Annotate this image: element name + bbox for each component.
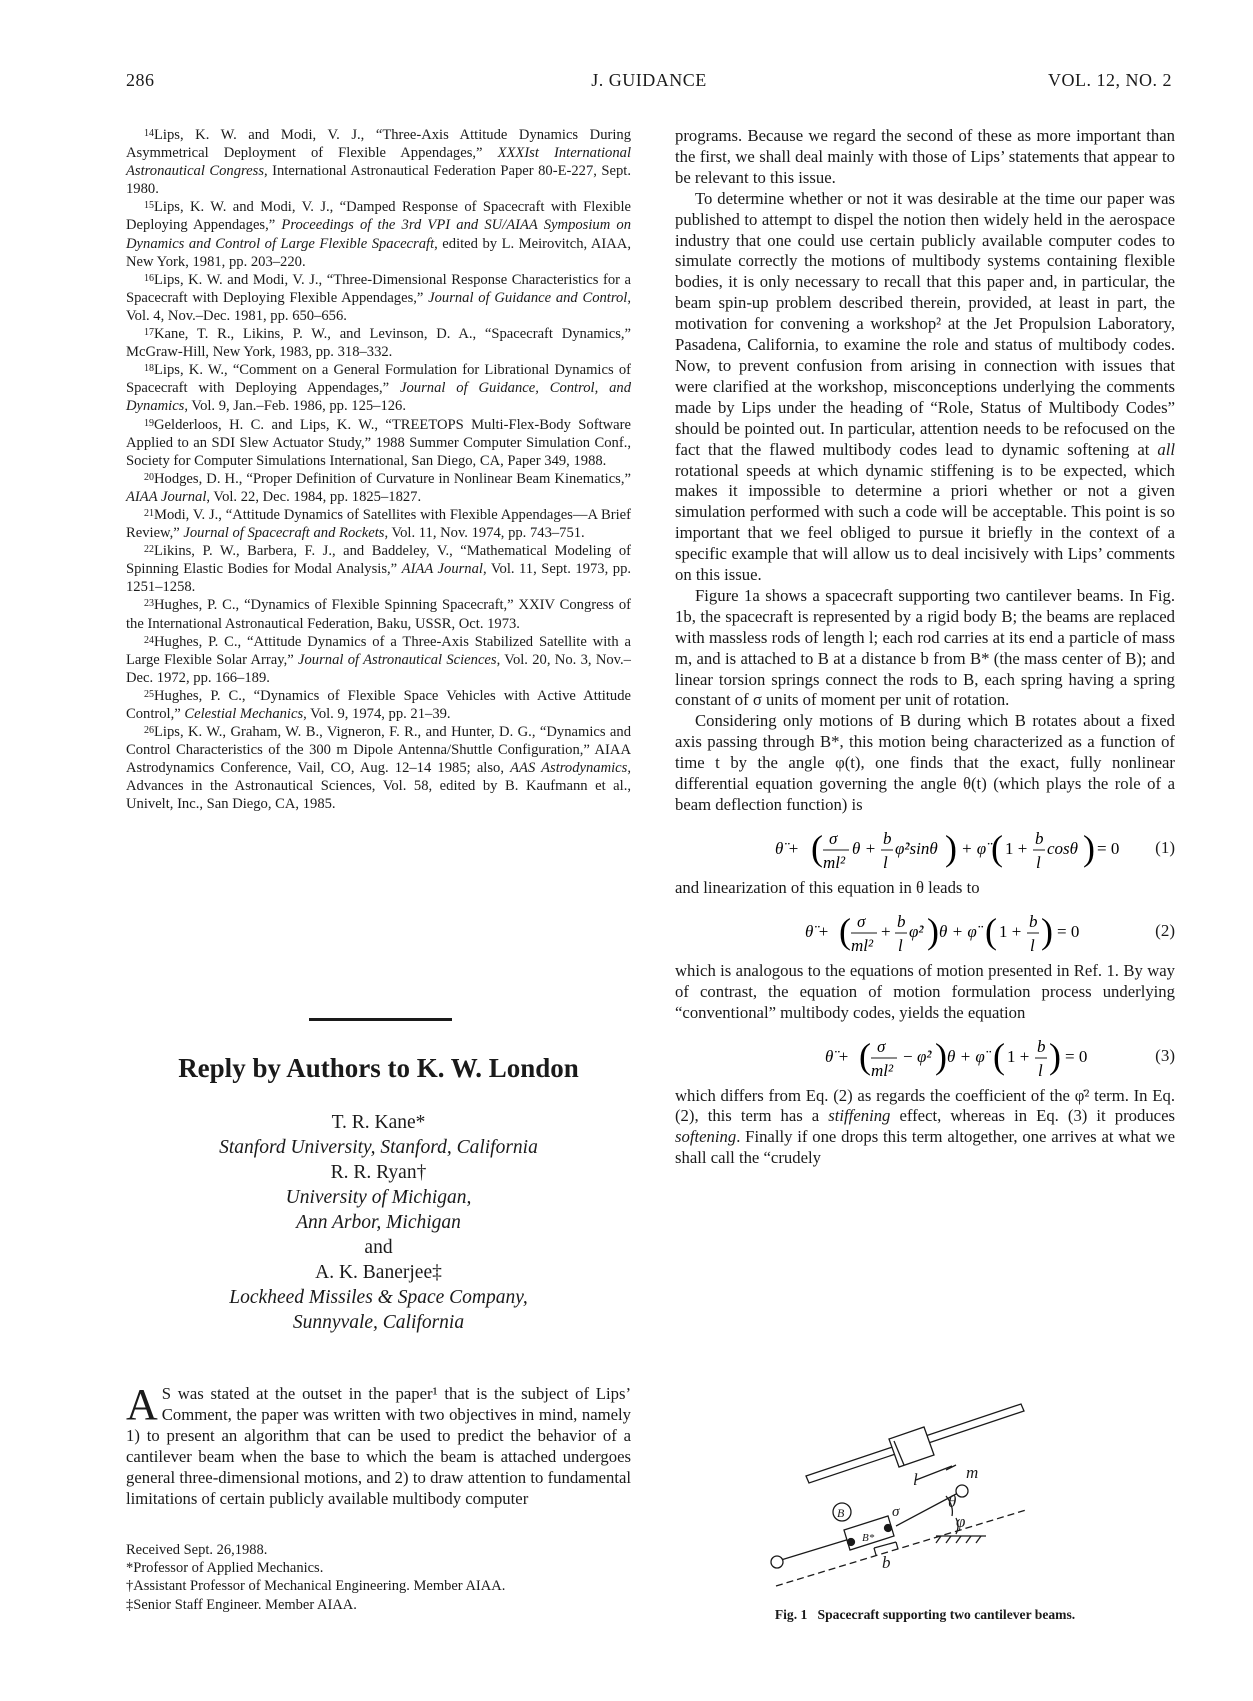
intro-paragraph [126, 1380, 631, 1509]
reference-number: 20 [144, 471, 154, 483]
svg-text:): ) [1083, 827, 1095, 868]
author-affiliation: University of Michigan, [285, 1187, 472, 1208]
author-name: T. R. Kane* [331, 1112, 426, 1133]
reference-item: $^{16}$Lips, K. W. and Modi, V. J., “Three-Dimensional Response Characteristics for a Spacecraft with Deploying Flexible Appendages,” Journal of Guidance and Control, Vol. 4, Nov.–Dec. 1981, pp. 650–656. [126, 271, 631, 324]
author-name: R. R. Ryan† [330, 1162, 427, 1183]
svg-text:l: l [1030, 935, 1035, 955]
reference-list [126, 126, 631, 814]
reference-number: 15 [144, 200, 154, 212]
reference-number: 21 [144, 507, 154, 519]
svg-text:): ) [1049, 1035, 1061, 1076]
svg-text:+ φ̈: + φ̈ [961, 838, 987, 858]
reference-item: $^{17}$Kane, T. R., Likins, P. W., and Levinson, D. A., “Spacecraft Dynamics,” McGraw-Hill, New York, 1983, pp. 318–332. [126, 326, 631, 361]
reference-number: 18 [144, 363, 154, 375]
reference-item: $^{22}$Likins, P. W., Barbera, F. J., and Baddeley, V., “Mathematical Modeling of Spinning Elastic Bodies for Modal Analysis,” AIAA Journal, Vol. 11, Sept. 1973, pp. 1251–1258. [126, 543, 632, 596]
volume-issue: VOL. 12, NO. 2 [1048, 70, 1172, 90]
label-phi: φ [956, 1512, 966, 1531]
author-conjunction: and [364, 1237, 393, 1258]
label-l: l [913, 1470, 918, 1489]
section-divider [309, 1018, 452, 1021]
svg-text:1 +: 1 + [999, 921, 1022, 941]
figure-1 [806, 1376, 1106, 1606]
paragraph: and linearization of this equation in θ leads to [675, 877, 980, 897]
journal-name: J. GUIDANCE [591, 70, 707, 90]
equation-3 [675, 1024, 1175, 1086]
reference-item: $^{21}$Modi, V. J., “Attitude Dynamics of Satellites with Flexible Appendages—A Brief Review,” Journal of Spacecraft and Rockets, Vol. 11, Nov. 1974, pp. 743–751. [126, 506, 631, 542]
article-title: Reply by Authors to K. W. London [178, 1053, 579, 1083]
svg-text:): ) [935, 1035, 947, 1076]
reference-number: 26 [144, 725, 154, 737]
svg-text:l: l [898, 935, 903, 955]
footnotes [126, 1541, 631, 1614]
svg-text:θ + φ̈: θ + φ̈ [939, 921, 977, 941]
running-head [126, 70, 1172, 96]
paragraph: which differs from Eq. (2) as regards the coefficient of the φ̇² term. In Eq. (2), this term has a stiffening effect, whereas in Eq. (3) it produces softening. Finally if one drops this term altogether, one arrives at what we shall call the “crudely [675, 1085, 1175, 1168]
reference-item: $^{20}$Hodges, D. H., “Proper Definition of Curvature in Nonlinear Beam Kinematics,” AIAA Journal, Vol. 22, Dec. 1984, pp. 1825–1827. [126, 470, 631, 505]
svg-text:): ) [927, 910, 939, 951]
svg-text:ml²: ml² [851, 935, 874, 955]
author-block [126, 1110, 631, 1335]
reference-number: 17 [144, 327, 154, 339]
equation-2 [675, 899, 1175, 961]
svg-text:b: b [1035, 828, 1044, 848]
svg-text:b: b [883, 828, 892, 848]
svg-text:b: b [1037, 1036, 1046, 1056]
author-affiliation: Ann Arbor, Michigan [296, 1212, 461, 1233]
page-number: 286 [126, 70, 155, 90]
svg-text:−: − [903, 1046, 913, 1066]
label-theta: θ [948, 1492, 957, 1511]
svg-text:(: ( [811, 827, 823, 868]
svg-text:(: ( [859, 1035, 871, 1076]
reference-item: $^{26}$Lips, K. W., Graham, W. B., Vigneron, F. R., and Hunter, D. G., “Dynamics and Control Characteristics of the 300 m Dipole Antenna/Shuttle Configuration,” AIAA Astrodynamics Conference, Vail, CO, Aug. 12–14 1985; also, AAS Astrodynamics, Advances in the Astronautical Sciences, Vol. 58, edited by B. Kaufmann et al., Univelt, Inc., San Diego, CA, 1985. [126, 724, 631, 813]
svg-text:φ̇²sinθ: φ̇²sinθ [895, 838, 938, 858]
svg-text:(: ( [985, 910, 997, 951]
equation-1-number: (1) [1155, 837, 1175, 857]
svg-text:σ: σ [857, 911, 866, 931]
svg-text:b: b [1029, 911, 1038, 931]
svg-text:(: ( [839, 910, 851, 951]
reference-number: 24 [144, 634, 154, 646]
svg-text:l: l [883, 852, 888, 872]
svg-text:= 0: = 0 [1097, 838, 1120, 858]
equation-2-number: (2) [1155, 920, 1175, 940]
reference-item: $^{23}$Hughes, P. C., “Dynamics of Flexible Spinning Spacecraft,” XXIV Congress of the International Astronautical Federation, Baku, USSR, Oct. 1973. [126, 597, 631, 632]
equation-3-number: (3) [1155, 1045, 1175, 1065]
reference-number: 14 [144, 128, 154, 139]
label-B: B [837, 1506, 845, 1520]
figure-1-drawing [806, 1376, 1106, 1606]
reference-item: $^{15}$Lips, K. W. and Modi, V. J., “Damped Response of Spacecraft with Flexible Deploying Appendages,” Proceedings of the 3rd VPI and SU/AIAA Symposium on Dynamics and Control of Large Flexible Spacecraft, edited by L. Meirovitch, AIAA, New York, 1981, pp. 203–220. [126, 199, 631, 270]
reference-item: $^{25}$Hughes, P. C., “Dynamics of Flexible Space Vehicles with Active Attitude Control,” Celestial Mechanics, Vol. 9, 1974, pp. 21–39. [126, 687, 631, 722]
reference-item: $^{14}$Lips, K. W. and Modi, V. J., “Three-Axis Attitude Dynamics During Asymmetrical Deployment of Flexible Appendages,” XXXIst International Astronautical Congress, International Astronautical Federation Paper 80-E-227, Sept. 1980. [126, 127, 631, 198]
equation-3-math [725, 1024, 1115, 1086]
svg-text:= 0: = 0 [1065, 1046, 1088, 1066]
label-b: b [882, 1553, 891, 1572]
svg-text:cosθ: cosθ [1047, 838, 1079, 858]
equation-2-math [725, 899, 1115, 961]
svg-text:φ̇²: φ̇² [909, 921, 924, 941]
fig1b-labels [837, 1463, 978, 1572]
svg-text:(: ( [993, 1035, 1005, 1076]
label-Bstar: B* [862, 1532, 875, 1544]
svg-text:σ: σ [877, 1036, 886, 1056]
svg-text:θ̈ +: θ̈ + [775, 838, 800, 858]
reference-number: 19 [144, 417, 154, 429]
paragraph: Considering only motions of B during which B rotates about a fixed axis passing through B*, this motion being characterized as a function of time t by the angle φ(t), one finds that the exact, fully nonlinear differential equation governing the angle θ(t) (which plays the role of a beam deflection function) is [675, 711, 1175, 814]
svg-text:= 0: = 0 [1057, 921, 1080, 941]
author-affiliation: Sunnyvale, California [292, 1312, 465, 1333]
reference-number: 25 [144, 688, 154, 700]
equation-1-math [725, 816, 1120, 878]
reference-number: 23 [144, 598, 154, 610]
paragraph: To determine whether or not it was desirable at the time our paper was published to attempt to dispel the notion then widely held in the aerospace industry that one could use certain publicly available computer codes to simulate correctly the motions of multibody systems containing flexible bodies, it is only necessary to recall that this paper and, in particular, the beam spin-up problem described therein, provided, at least in part, the motivation for convening a workshop² at the Jet Propulsion Laboratory, Pasadena, California, to examine the role and status of multibody codes. Now, to prevent confusion from arising in connection with issues that were clarified at the workshop, misconceptions underlying the comments made by Lips under the heading of “Role, Status of Multibody Codes” should be pointed out. In particular, attention needs to be refocused on the fact that the flawed multibody codes lead to dynamic softening at all rotational speeds at which dynamic stiffening is to be expected, which makes it impossible to determine a priori whether or not a given simulation performed with such a code will be acceptable. This point is so important that we feel obliged to pursue it briefly in the context of a specific example that will allow us to deal incisively with Lips’ comments on this issue. [675, 188, 1175, 585]
footnote-author-3: ‡Senior Staff Engineer. Member AIAA. [126, 1596, 357, 1613]
svg-text:φ̇²: φ̇² [917, 1046, 932, 1066]
author-name: A. K. Banerjee‡ [315, 1262, 442, 1283]
paragraph: Figure 1a shows a spacecraft supporting two cantilever beams. In Fig. 1b, the spacecraft is represented by a rigid body B; the beams are replaced with massless rods of length l; each rod carries at its end a particle of mass m, and is attached to B at a distance b from B* (the mass center of B); and linear torsion springs connect the rods to B, each spring having a spring constant of σ units of moment per unit of rotation. [675, 585, 1175, 710]
figure-caption [675, 1607, 1175, 1623]
label-sigma: σ [892, 1504, 900, 1520]
svg-text:1 +: 1 + [1007, 1046, 1030, 1066]
svg-text:1 +: 1 + [1005, 838, 1028, 858]
reference-number: 16 [144, 272, 154, 284]
svg-text:(: ( [991, 827, 1003, 868]
author-affiliation: Lockheed Missiles & Space Company, [229, 1287, 528, 1308]
figure-caption-text: Spacecraft supporting two cantilever beams. [817, 1607, 1076, 1622]
paragraph: programs. Because we regard the second of these as more important than the first, we shall deal mainly with those of Lips’ statements that appear to be relevant to this issue. [675, 126, 1175, 187]
footnote-author-2: †Assistant Professor of Mechanical Engineering. Member AIAA. [126, 1578, 506, 1595]
label-m: m [966, 1463, 979, 1482]
right-column [675, 126, 1175, 1169]
svg-text:): ) [945, 827, 957, 868]
svg-text:l: l [1038, 1060, 1043, 1080]
reference-item: $^{19}$Gelderloos, H. C. and Lips, K. W., “TREETOPS Multi-Flex-Body Software Applied to an SDI Slew Actuator Study,” 1988 Summer Computer Simulation Conf., Society for Computer Simulations International, San Diego, CA, Paper 349, 1988. [126, 416, 631, 469]
intro-text: S was stated at the outset in the paper¹ that is the subject of Lips’ Comment, the paper was written with two objectives in mind, namely 1) to present an algorithm that can be used to predict the behavior of a cantilever beam when the base to which the beam is attached undergoes general three-dimensional motions, and 2) to draw attention to fundamental limitations of certain publicly available multibody computer [126, 1384, 631, 1508]
svg-text:ml²: ml² [871, 1060, 894, 1080]
svg-text:σ: σ [829, 828, 838, 848]
reference-number: 22 [144, 544, 154, 556]
svg-text:): ) [1041, 910, 1053, 951]
svg-text:θ̈ +: θ̈ + [805, 921, 830, 941]
svg-text:b: b [897, 911, 906, 931]
svg-text:θ + φ̈: θ + φ̈ [947, 1046, 985, 1066]
equation-1 [675, 816, 1175, 878]
figure-caption-label: Fig. 1 [774, 1607, 808, 1622]
svg-text:θ̈ +: θ̈ + [825, 1046, 850, 1066]
footnote-received: Received Sept. 26,1988. [126, 1542, 268, 1558]
svg-text:θ +: θ + [852, 838, 877, 858]
svg-text:+: + [881, 921, 891, 941]
footnote-author-1: *Professor of Applied Mechanics. [126, 1560, 324, 1577]
svg-text:l: l [1036, 852, 1041, 872]
reference-item: $^{18}$Lips, K. W., “Comment on a General Formulation for Librational Dynamics of Spacecraft with Deploying Appendages,” Journal of Guidance, Control, and Dynamics, Vol. 9, Jan.–Feb. 1986, pp. 125–126. [126, 362, 631, 415]
paragraph: which is analogous to the equations of motion presented in Ref. 1. By way of contrast, the equation of motion formulation process underlying “conventional” multibody codes, yields the equation [675, 960, 1175, 1022]
reference-item: $^{24}$Hughes, P. C., “Attitude Dynamics of a Three-Axis Stabilized Satellite with a Large Flexible Solar Array,” Journal of Astronautical Sciences, Vol. 20, No. 3, Nov.–Dec. 1972, pp. 166–189. [126, 633, 631, 686]
drop-cap: A [126, 1380, 158, 1429]
svg-text:ml²: ml² [823, 852, 846, 872]
author-affiliation: Stanford University, Stanford, California [219, 1137, 538, 1158]
